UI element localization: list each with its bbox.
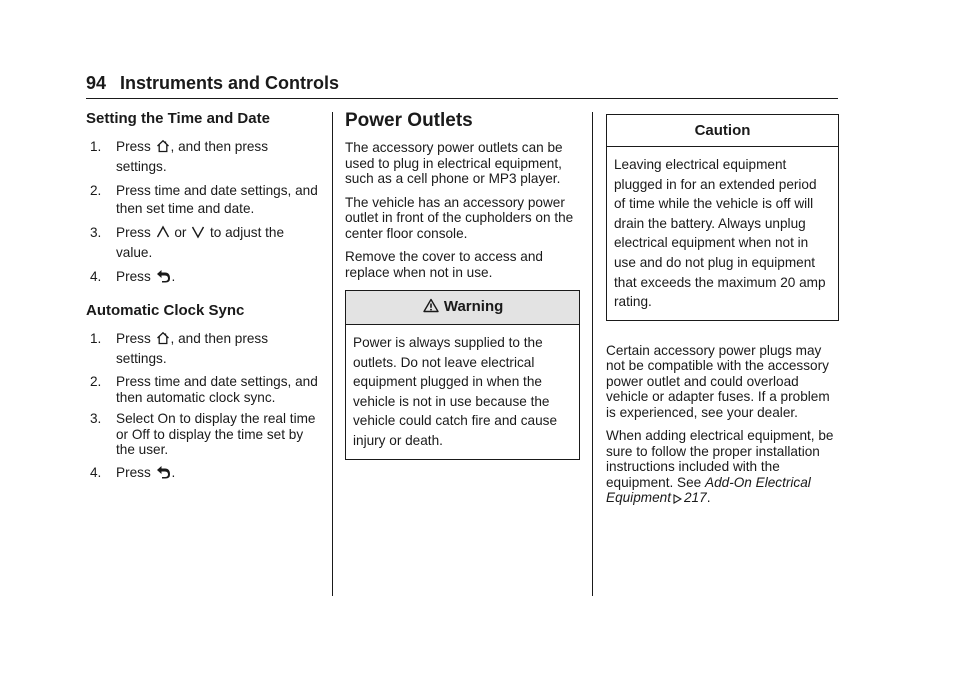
section-heading-auto-sync: Automatic Clock Sync: [86, 302, 245, 319]
caution-title: Caution: [694, 122, 751, 139]
right-column: [606, 110, 839, 508]
back-arrow-icon: [156, 269, 171, 288]
header-rule: [86, 98, 838, 99]
home-icon: [156, 139, 170, 158]
caution-box: [606, 114, 839, 321]
paragraph: Remove the cover to access and replace when not in use.: [345, 249, 543, 280]
page-reference-icon: [673, 492, 682, 508]
paragraph: When adding electrical equipment, be sure to follow the proper installation instructions included with the equipment. See Add-On Electrical Equipment 217.: [606, 428, 839, 508]
section-heading-power-outlets: Power Outlets: [345, 110, 473, 131]
page-number: 94: [86, 73, 107, 93]
paragraph: Certain accessory power plugs may not be compatible with the accessory power outlet and could overload vehicle or adapter fuses. If a problem is experienced, see your dealer.: [606, 342, 830, 420]
list-item: 4. Press .: [86, 268, 321, 288]
list-item: 4. Press .: [86, 464, 321, 484]
paragraph: The accessory power outlets can be used to plug in electrical equipment, such as a cell phone or MP3 player.: [345, 140, 563, 186]
left-column: [86, 110, 321, 490]
auto-sync-steps: [86, 330, 321, 484]
back-arrow-icon: [156, 465, 171, 484]
warning-triangle-icon: [423, 298, 439, 318]
caution-text: Leaving electrical equipment plugged in for an extended period of time while the vehicle is off will drain the battery. Always unplug electrical equipment when not in use and do not plug in equipment that exceeds the maximum 20 amp rating.: [614, 157, 826, 310]
chevron-up-icon: [156, 225, 170, 244]
paragraph: The vehicle has an accessory power outlet in front of the cupholders on the center floor console.: [345, 194, 574, 241]
warning-body: [346, 325, 579, 459]
middle-column: [345, 110, 580, 460]
column-divider-left: [332, 112, 333, 596]
list-item: 2. Press time and date settings, and then automatic clock sync.: [90, 374, 318, 405]
warning-box: [345, 290, 580, 460]
caution-header: [607, 115, 838, 147]
list-item: 2. Press time and date settings, and then set time and date.: [90, 183, 318, 216]
home-icon: [156, 331, 170, 350]
caution-body: [607, 147, 838, 320]
warning-header: [346, 291, 579, 325]
chevron-down-icon: [191, 225, 205, 244]
list-item: 1. Press , and then press settings.: [90, 139, 269, 174]
warning-text: Power is always supplied to the outlets. Do not leave electrical equipment plugged in when the vehicle is not in use because the vehicle could catch fire and cause injury or death.: [353, 335, 558, 448]
page-title: Instruments and Controls: [120, 73, 340, 93]
page-header: [86, 72, 838, 94]
cross-reference-link[interactable]: Add-On Electrical Equipment: [606, 474, 811, 506]
list-item: 3. Select On to display the real time or Off to display the time set by the user.: [90, 411, 316, 457]
cross-reference-page[interactable]: 217: [684, 490, 707, 506]
warning-title: Warning: [443, 298, 504, 315]
set-time-steps: [86, 138, 321, 288]
section-heading-set-time: Setting the Time and Date: [86, 110, 270, 127]
list-item: 1. Press , and then press settings.: [90, 331, 269, 366]
column-divider-right: [592, 112, 593, 596]
list-item: 3. Press or to adjust the value.: [90, 225, 285, 260]
